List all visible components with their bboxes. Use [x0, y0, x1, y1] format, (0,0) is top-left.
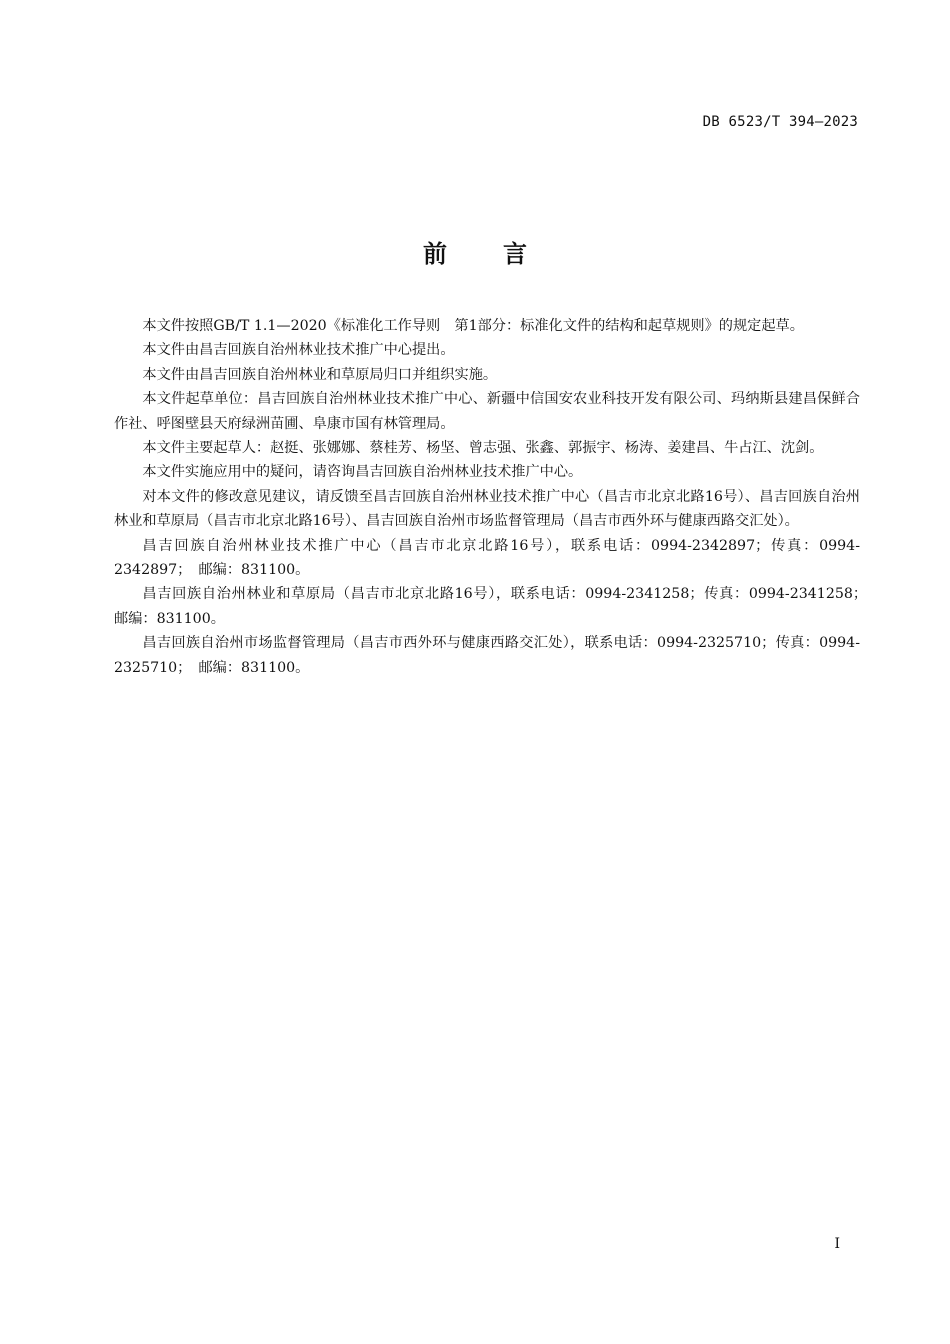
preface-body — [114, 314, 875, 680]
page-title: 前言 — [423, 240, 583, 268]
paragraph-administrator: 本文件由昌吉回族自治州林业和草原局归口并组织实施。 — [142, 366, 498, 383]
paragraph-drafting-units: 本文件起草单位：昌吉回族自治州林业技术推广中心、新疆中信国安农业科技开发有限公司、玛纳斯县建昌保鲜合作社、呼图壁县天府绿洲苗圃、阜康市国有林管理局。 — [114, 391, 860, 432]
paragraph-contact-forestry-bureau: 昌吉回族自治州林业和草原局（昌吉市北京北路16号），联系电话：0994-2341258；传真：0994-2341258； 邮编：831100。 — [114, 586, 875, 627]
page-number: I — [834, 1236, 840, 1252]
paragraph-inquiry: 本文件实施应用中的疑问，请咨询昌吉回族自治州林业技术推广中心。 — [142, 464, 583, 481]
document-code: DB 6523/T 394—2023 — [702, 114, 858, 130]
paragraph-contact-forestry-center: 昌吉回族自治州林业技术推广中心（昌吉市北京北路16号），联系电话：0994-2342897；传真：0994-2342897； 邮编：831100。 — [114, 537, 860, 579]
paragraph-drafters: 本文件主要起草人：赵挺、张娜娜、蔡桂芳、杨坚、曾志强、张鑫、郭振宇、杨涛、姜建昌、牛占江、沈剑。 — [142, 440, 824, 457]
paragraph-drafting-rules: 本文件按照GB/T 1.1—2020《标准化工作导则 第1部分：标准化文件的结构和起草规则》的规定起草。 — [142, 318, 804, 334]
paragraph-proposer: 本文件由昌吉回族自治州林业技术推广中心提出。 — [142, 342, 455, 359]
paragraph-contact-market-bureau: 昌吉回族自治州市场监督管理局（昌吉市西外环与健康西路交汇处），联系电话：0994-2325710；传真：0994-2325710； 邮编：831100。 — [114, 635, 860, 676]
paragraph-feedback: 对本文件的修改意见建议，请反馈至昌吉回族自治州林业技术推广中心（昌吉市北京北路16号）、昌吉回族自治州林业和草原局（昌吉市北京北路16号）、昌吉回族自治州市场监督管理局（昌吉市西外环与健康西路交汇处）。 — [114, 488, 860, 530]
